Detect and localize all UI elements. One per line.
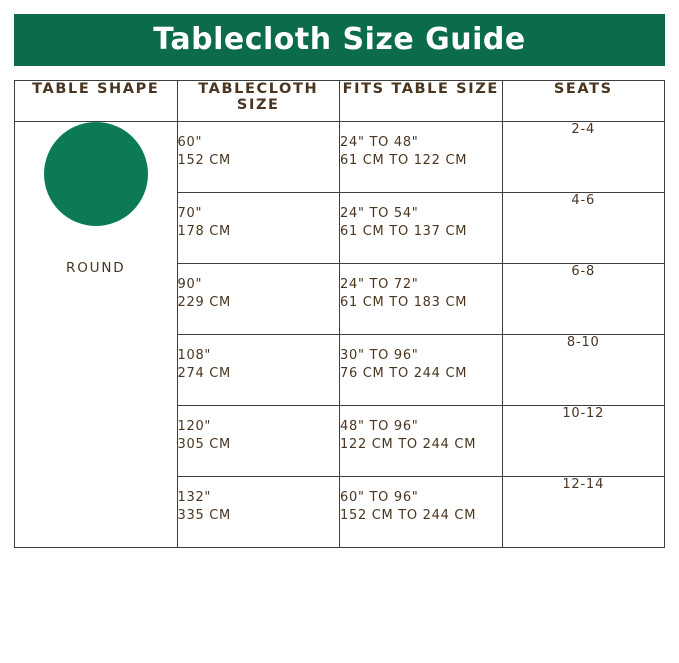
seats-cell: 12-14 [502,477,665,548]
size-inches: 70" [177,206,203,221]
tablecloth-size-cell [177,193,340,264]
size-cm: 178 CM [177,224,231,240]
fits-inches: 48" TO 96" [340,419,419,434]
fits-cm: 122 CM TO 244 CM [340,437,477,453]
fits-cm: 152 CM TO 244 CM [340,508,477,524]
table-header-row [15,81,665,122]
table-header [15,81,665,122]
fits-cm: 61 CM TO 122 CM [340,153,468,169]
size-guide-table [14,80,665,548]
fits-table-size-cell [340,122,503,193]
column-header-tablecloth-size: TABLECLOTH SIZE [177,81,340,122]
circle-shape-icon [44,122,148,226]
shape-illustration [15,122,177,276]
size-cm: 305 CM [177,437,231,453]
column-header-seats: SEATS [502,81,665,122]
fits-table-size-cell [340,406,503,477]
table-row [15,122,665,193]
column-header-fits-table-size: FITS TABLE SIZE [340,81,503,122]
fits-table-size-cell [340,193,503,264]
seats-cell: 2-4 [502,122,665,193]
fits-cm: 61 CM TO 183 CM [340,295,468,311]
shape-label: ROUND [66,260,126,276]
size-inches: 90" [177,277,203,292]
size-guide-table-container [14,80,665,646]
fits-inches: 24" TO 72" [340,277,419,292]
size-inches: 60" [177,135,203,150]
size-cm: 229 CM [177,295,231,311]
size-cm: 335 CM [177,508,231,524]
seats-cell: 4-6 [502,193,665,264]
title-bar [14,14,665,66]
tablecloth-size-cell [177,122,340,193]
fits-inches: 30" TO 96" [340,348,419,363]
seats-cell: 6-8 [502,264,665,335]
fits-table-size-cell [340,477,503,548]
size-cm: 274 CM [177,366,231,382]
shape-cell-round [15,122,178,548]
fits-inches: 24" TO 54" [340,206,419,221]
seats-cell: 8-10 [502,335,665,406]
tablecloth-size-cell [177,406,340,477]
size-inches: 108" [177,348,212,363]
table-body [15,122,665,548]
fits-inches: 60" TO 96" [340,490,419,505]
fits-table-size-cell [340,264,503,335]
tablecloth-size-cell [177,335,340,406]
fits-cm: 76 CM TO 244 CM [340,366,468,382]
size-inches: 120" [177,419,212,434]
fits-cm: 61 CM TO 137 CM [340,224,468,240]
fits-table-size-cell [340,335,503,406]
tablecloth-size-cell [177,264,340,335]
seats-cell: 10-12 [502,406,665,477]
column-header-table-shape: TABLE SHAPE [15,81,178,122]
fits-inches: 24" TO 48" [340,135,419,150]
page-title: Tablecloth Size Guide [153,22,526,57]
tablecloth-size-cell [177,477,340,548]
size-cm: 152 CM [177,153,231,169]
size-inches: 132" [177,490,212,505]
